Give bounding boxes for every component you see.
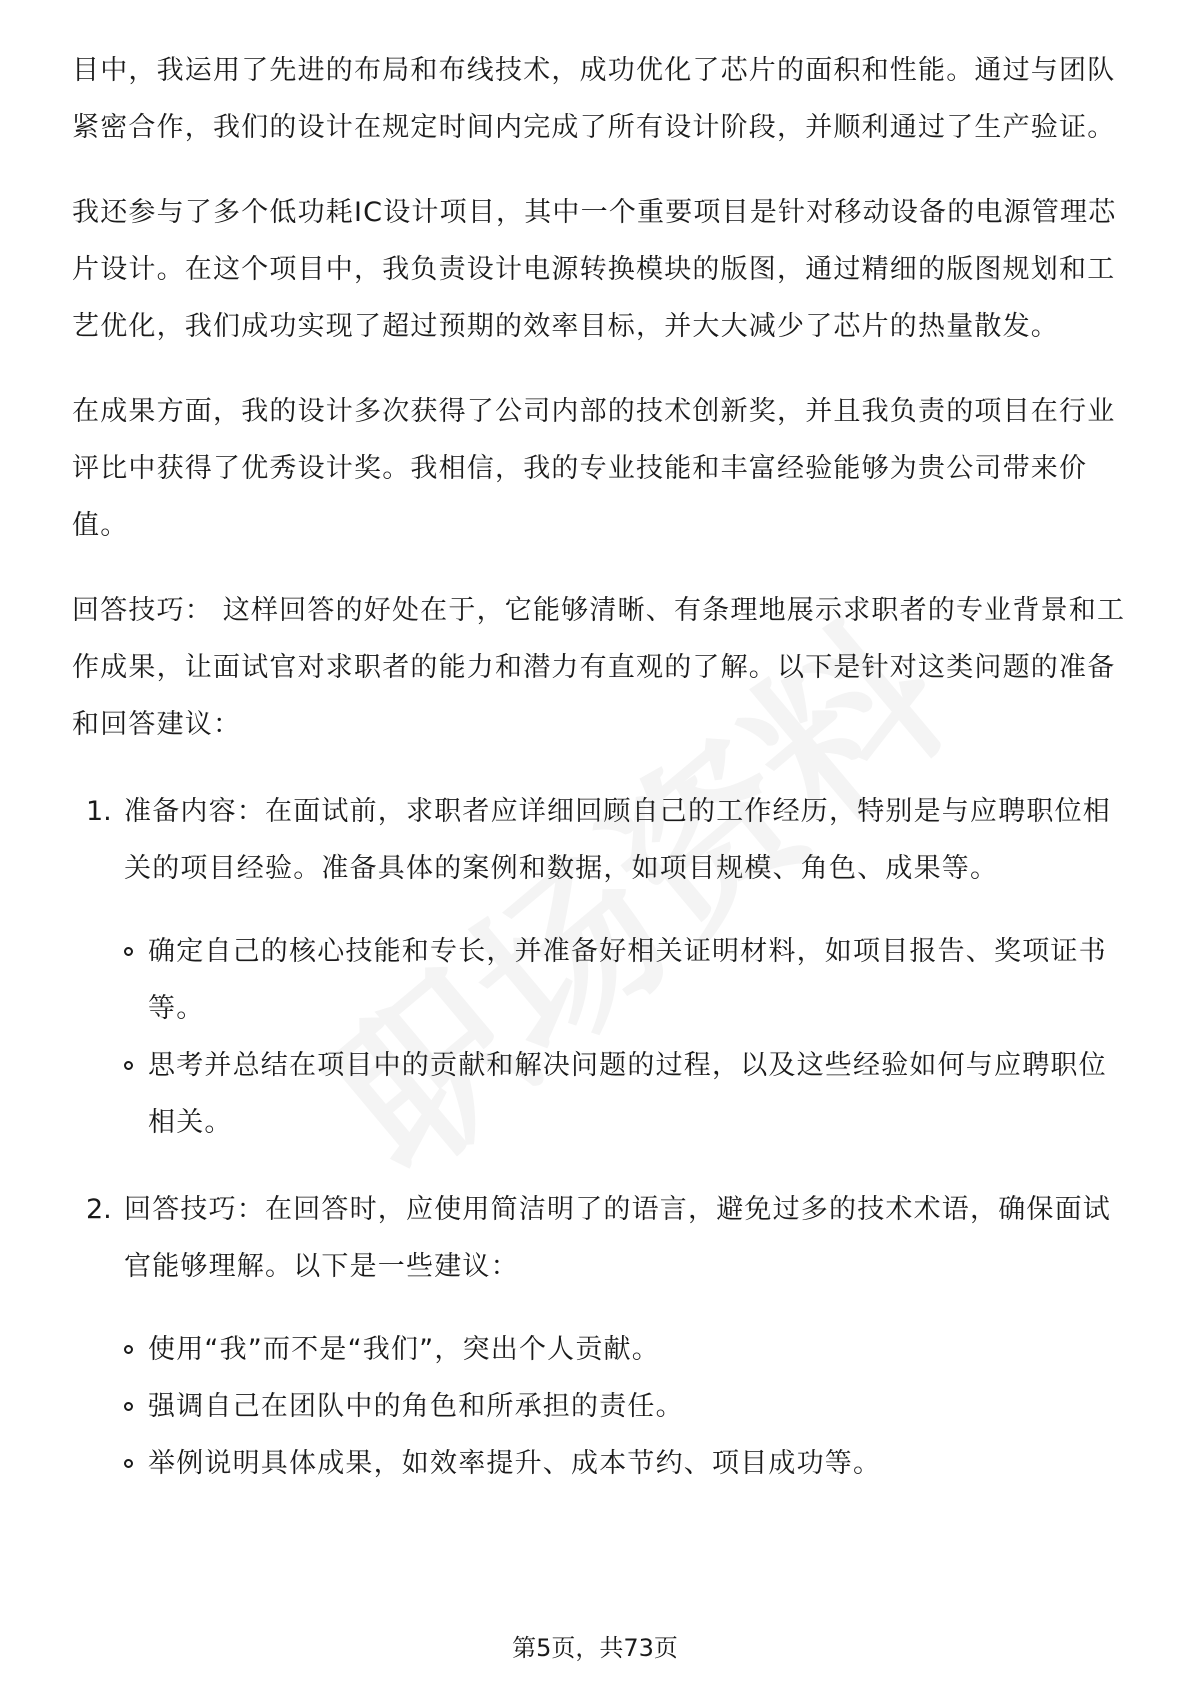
sub-list-item-text: 举例说明具体成果，如效率提升、成本节约、项目成功等。 xyxy=(148,1448,882,1479)
bullet-icon xyxy=(124,1459,133,1468)
sub-list-item-text: 思考并总结在项目中的贡献和解决问题的过程，以及这些经验如何与应聘职位相关。 xyxy=(148,1050,1107,1138)
sub-list-item xyxy=(124,923,1132,1037)
list-number: 1. xyxy=(86,796,112,827)
paragraph-2: 我还参与了多个低功耗IC设计项目，其中一个重要项目是针对移动设备的电源管理芯片设计。在这个项目中，我负责设计电源转换模块的版图，通过精细的版图规划和工艺优化，我们成功实现了超过预期的效率目标，并大大减少了芯片的热量散发。 xyxy=(72,197,1117,342)
sub-list-item xyxy=(124,1037,1132,1151)
sub-list-item-text: 确定自己的核心技能和专长，并准备好相关证明材料，如项目报告、奖项证书等。 xyxy=(148,936,1107,1024)
paragraph-3: 在成果方面，我的设计多次获得了公司内部的技术创新奖，并且我负责的项目在行业评比中获得了优秀设计奖。我相信，我的专业技能和丰富经验能够为贵公司带来价值。 xyxy=(72,396,1116,541)
sub-list-item-text: 使用“我”而不是“我们”，突出个人贡献。 xyxy=(148,1334,660,1365)
list-item-text: 回答技巧：在回答时，应使用简洁明了的语言，避免过多的技术术语，确保面试官能够理解。以下是一些建议： xyxy=(124,1194,1111,1282)
list-number: 2. xyxy=(86,1194,112,1225)
bullet-icon xyxy=(124,1061,133,1070)
bullet-icon xyxy=(124,1345,133,1354)
paragraph-4: 回答技巧： 这样回答的好处在于，它能够清晰、有条理地展示求职者的专业背景和工作成果，让面试官对求职者的能力和潜力有直观的了解。以下是针对这类问题的准备和回答建议： xyxy=(72,595,1126,740)
sub-list-item-text: 强调自己在团队中的角色和所承担的责任。 xyxy=(148,1391,684,1422)
sub-list-1 xyxy=(72,923,1132,1151)
sub-list-2 xyxy=(72,1321,1132,1492)
document-body xyxy=(72,42,1132,1492)
page-footer: 第5页，共73页 xyxy=(512,1634,678,1662)
sub-list-item xyxy=(124,1378,1132,1435)
bullet-icon xyxy=(124,1402,133,1411)
sub-list-item xyxy=(124,1435,1132,1492)
list-item-2 xyxy=(72,1181,1132,1295)
sub-list-item xyxy=(124,1321,1132,1378)
list-item-1 xyxy=(72,783,1132,897)
paragraph-1: 目中，我运用了先进的布局和布线技术，成功优化了芯片的面积和性能。通过与团队紧密合作，我们的设计在规定时间内完成了所有设计阶段，并顺利通过了生产验证。 xyxy=(72,55,1116,143)
bullet-icon xyxy=(124,947,133,956)
list-item-text: 准备内容：在面试前，求职者应详细回顾自己的工作经历，特别是与应聘职位相关的项目经验。准备具体的案例和数据，如项目规模、角色、成果等。 xyxy=(124,796,1111,884)
